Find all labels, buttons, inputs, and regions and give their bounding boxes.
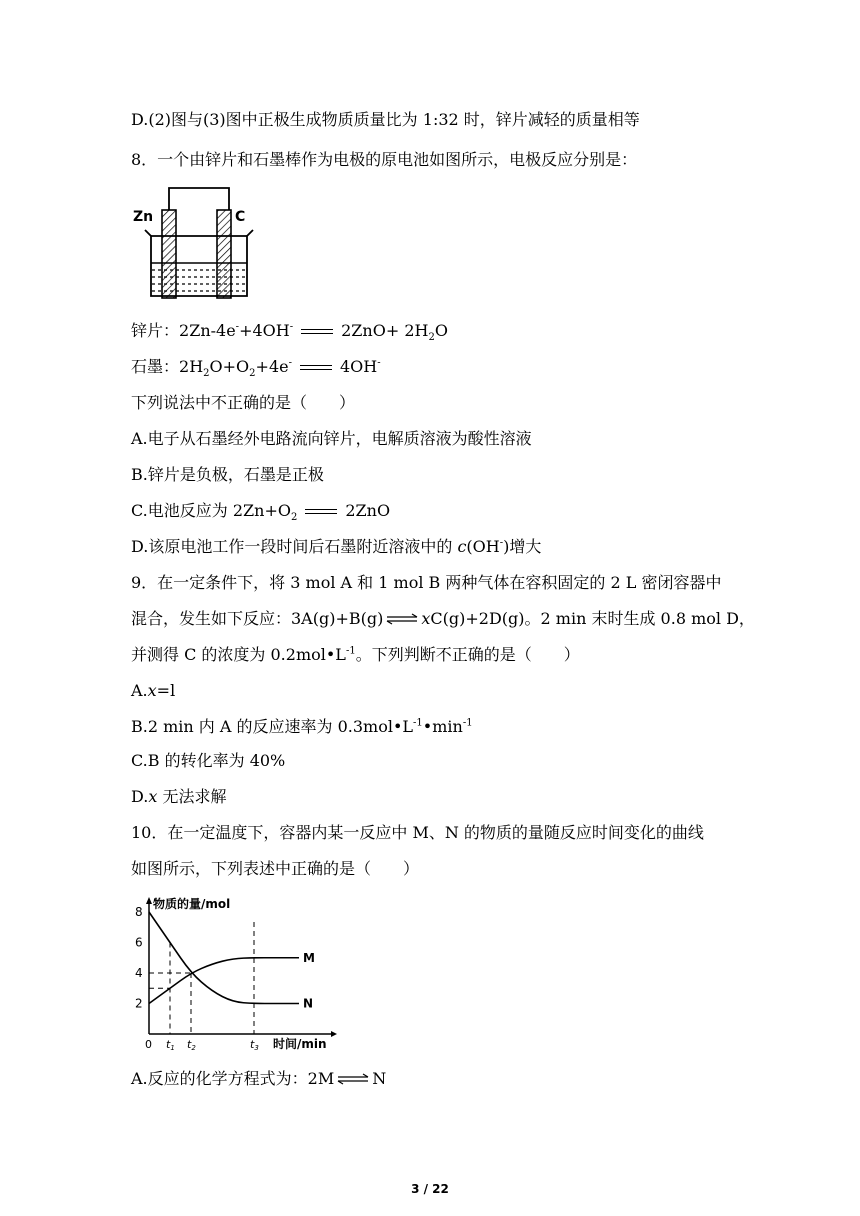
- x-tick-label: t2: [187, 1038, 196, 1052]
- x-tick-label: t1: [166, 1038, 175, 1052]
- q7-option-d: D.(2)图与(3)图中正极生成物质质量比为 1:32 时，锌片减轻的质量相等: [131, 110, 640, 129]
- q8-graphite-reaction: 石墨：$2H_2O+O_2+4e^-$ 4OH-: [131, 357, 381, 380]
- q9-option-d: D.x 无法求解: [131, 787, 227, 806]
- page-number: 3 / 22: [411, 1182, 449, 1196]
- q8-option-b: B.锌片是负极，石墨是正极: [131, 465, 324, 484]
- q10-line2: 如图所示，下列表述中正确的是（ ）: [131, 859, 420, 878]
- q8-stem: 8．一个由锌片和石墨棒作为电极的原电池如图所示，电极反应分别是：: [131, 150, 638, 169]
- q8-option-c: C.电池反应为 $2Zn+O_2$ 2ZnO: [131, 501, 391, 524]
- y-tick-label: 2: [135, 996, 143, 1011]
- reversible-arrow-icon: [335, 1068, 371, 1090]
- q8-option-a: A.电子从石墨经外电路流向锌片，电解质溶液为酸性溶液: [131, 429, 532, 448]
- zinc-electrode: [162, 210, 176, 298]
- series-label-N: N: [303, 996, 314, 1011]
- carbon-label: C: [235, 209, 246, 225]
- series-label-M: M: [303, 950, 315, 965]
- q9-option-c: C.B 的转化率为 40%: [131, 751, 286, 770]
- q10-line1: 10．在一定温度下，容器内某一反应中 M、N 的物质的量随反应时间变化的曲线: [131, 823, 704, 842]
- series-M: [149, 958, 275, 1004]
- q8-option-d: D.该原电池工作一段时间后石墨附近溶液中的 c(OH-)增大: [131, 537, 542, 556]
- x-tick-label: t3: [250, 1038, 259, 1052]
- x-tick-label: 0: [145, 1038, 152, 1051]
- graphite-electrode: [217, 210, 231, 298]
- q9-line1: 9．在一定条件下，将 3 mol A 和 1 mol B 两种气体在容积固定的 2 L 密闭容器中: [131, 573, 722, 592]
- q9-option-b: B.2 min 内 A 的反应速率为 $0.3mol•L^{-1}•\min^{-1}$: [131, 717, 473, 736]
- q9-line3: 并测得 C 的浓度为 $0.2mol•L^{-1}$。下列判断不正确的是（ ）: [131, 645, 580, 664]
- y-tick-label: 4: [135, 966, 143, 980]
- reversible-arrow-icon: [384, 608, 420, 630]
- y-tick-label: 6: [135, 935, 143, 950]
- q8-ask: 下列说法中不正确的是（ ）: [131, 393, 356, 412]
- zinc-label: Zn: [133, 209, 154, 225]
- q8-zinc-reaction: 锌片：2Zn-4e-+4OH- $2ZnO+ 2H_2O$: [131, 321, 448, 344]
- galvanic-cell-figure: [131, 184, 261, 304]
- x-axis-label: 时间/min: [273, 1037, 327, 1051]
- mn-amount-chart: [131, 892, 341, 1052]
- q10-option-a: A.反应的化学方程式为：2M N: [131, 1069, 387, 1088]
- q9-option-a: A.x=l: [131, 681, 176, 700]
- q9-line2: 混合，发生如下反应：3A(g)+B(g) xC(g)+2D(g)。2 min 末时生成 0.8 mol D，: [131, 609, 755, 628]
- y-tick-label: 8: [135, 905, 143, 919]
- y-axis-label: 物质的量/mol: [153, 897, 231, 911]
